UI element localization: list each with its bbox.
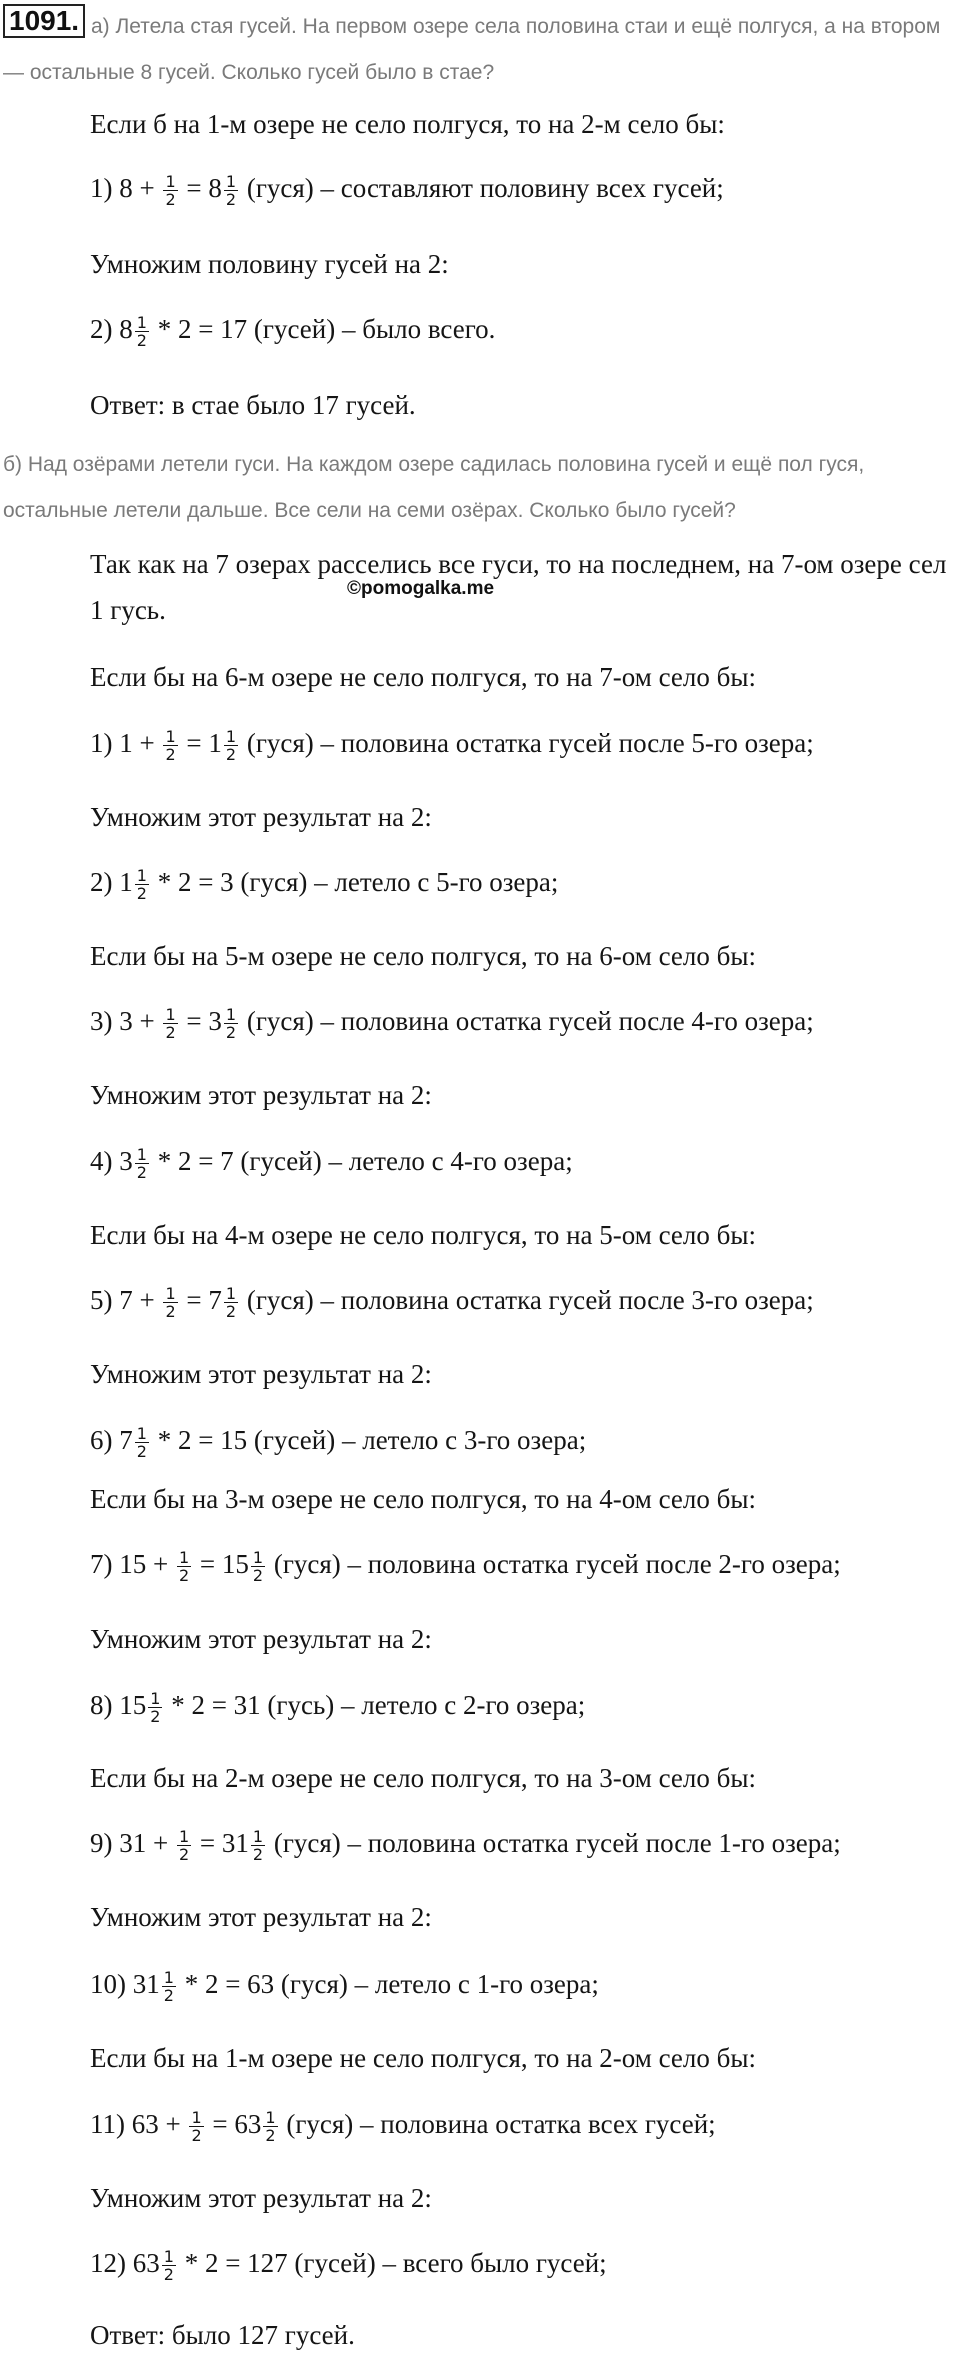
fraction-half: $\frac{1}{2}$	[265, 2108, 276, 2146]
a-answer: Ответ: в стае было 17 гусей.	[90, 390, 416, 420]
b-multiply-note: Умножим этот результат на 2:	[90, 1902, 432, 1932]
b-step-4: 4) 3 $\frac{1}{2}$ * 2 = 7 (гусей) – летело с 4-го озера;	[90, 1145, 573, 1183]
fraction-half: $\frac{1}{2}$	[252, 1548, 264, 1586]
problem-b-text: б) Над озёрами летели гуси. На каждом озере садилась половина гусей и ещё пол гуся, остальные летели дальше. Все сели на семи озёрах. Сколько было гусей?	[3, 453, 865, 522]
fraction-half: $\frac{1}{2}$	[191, 2108, 202, 2146]
b-step-6: 6) 7 $\frac{1}{2}$ * 2 = 15 (гусей) – летело с 3-го озера;	[90, 1424, 587, 1462]
a-step-2: 2) 8 $\frac{1}{2}$ * 2 = 17 (гусей) – было всего.	[90, 313, 496, 351]
fraction-half: $\frac{1}{2}$	[165, 727, 176, 765]
fraction-half: $\frac{1}{2}$	[136, 1145, 147, 1183]
b-if-lake-5: Если бы на 5-м озере не село полгуся, то на 6-ом село бы:	[90, 941, 757, 971]
b-multiply-note: Умножим этот результат на 2:	[90, 802, 432, 832]
b-answer: Ответ: было 127 гусей.	[90, 2320, 355, 2350]
b-if-lake-2: Если бы на 2-м озере не село полгуся, то на 3-ом село бы:	[90, 1763, 757, 1793]
fraction-half: $\frac{1}{2}$	[225, 727, 237, 765]
b-if-lake-6: Если бы на 6-м озере не село полгуся, то на 7-ом село бы:	[90, 662, 757, 692]
fraction-half: $\frac{1}{2}$	[163, 1968, 174, 2006]
fraction-half: $\frac{1}{2}$	[136, 866, 147, 904]
a-step-1: 1) 8 + $\frac{1}{2}$ = 8 $\frac{1}{2}$ (гуся) – составляют половину всех гусей;	[90, 172, 724, 210]
fraction-half: $\frac{1}{2}$	[163, 2247, 174, 2285]
fraction-half: $\frac{1}{2}$	[252, 1827, 264, 1865]
fraction-half: $\frac{1}{2}$	[165, 1005, 176, 1043]
fraction-half: $\frac{1}{2}$	[165, 172, 176, 210]
b-multiply-note: Умножим этот результат на 2:	[90, 2183, 432, 2213]
b-step-8: 8) 15 $\frac{1}{2}$ * 2 = 31 (гусь) – летело с 2-го озера;	[90, 1689, 586, 1727]
b-step-10: 10) 31 $\frac{1}{2}$ * 2 = 63 (гуся) – летело с 1-го озера;	[90, 1968, 599, 2006]
b-step-11: 11) 63 + $\frac{1}{2}$ = 63 $\frac{1}{2}$ (гуся) – половина остатка всех гусей;	[90, 2108, 716, 2146]
b-step-7: 7) 15 + $\frac{1}{2}$ = 15 $\frac{1}{2}$ (гуся) – половина остатка гусей после 2-го озера;	[90, 1548, 841, 1586]
b-multiply-note: Умножим этот результат на 2:	[90, 1359, 432, 1389]
a-step-intro: Если б на 1-м озере не село полгуся, то на 2-м село бы:	[90, 109, 725, 139]
b-step-5: 5) 7 + $\frac{1}{2}$ = 7 $\frac{1}{2}$ (гуся) – половина остатка гусей после 3-го озера;	[90, 1284, 814, 1322]
b-multiply-note: Умножим этот результат на 2:	[90, 1624, 432, 1654]
b-step-9: 9) 31 + $\frac{1}{2}$ = 31 $\frac{1}{2}$ (гуся) – половина остатка гусей после 1-го озера;	[90, 1827, 841, 1865]
b-if-lake-3: Если бы на 3-м озере не село полгуся, то на 4-ом село бы:	[90, 1484, 757, 1514]
b-intro: Так как на 7 озерах расселись все гуси, то на последнем, на 7-ом озере сел 1 гусь.	[90, 549, 947, 625]
fraction-half: $\frac{1}{2}$	[136, 1424, 147, 1462]
fraction-half: $\frac{1}{2}$	[225, 1284, 237, 1322]
exercise-number: 1091.	[3, 4, 85, 38]
watermark: ©pomogalka.me	[347, 578, 495, 599]
b-step-1: 1) 1 + $\frac{1}{2}$ = 1 $\frac{1}{2}$ (гуся) – половина остатка гусей после 5-го озера;	[90, 727, 814, 765]
b-if-lake-4: Если бы на 4-м озере не село полгуся, то на 5-ом село бы:	[90, 1220, 757, 1250]
fraction-half: $\frac{1}{2}$	[178, 1827, 190, 1865]
fraction-half: $\frac{1}{2}$	[178, 1548, 190, 1586]
b-multiply-note: Умножим этот результат на 2:	[90, 1080, 432, 1110]
b-step-3: 3) 3 + $\frac{1}{2}$ = 3 $\frac{1}{2}$ (гуся) – половина остатка гусей после 4-го озера;	[90, 1005, 814, 1043]
fraction-half: $\frac{1}{2}$	[165, 1284, 176, 1322]
problem-a-text: а) Летела стая гусей. На первом озере села половина стаи и ещё полгуся, а на втором — остальные 8 гусей. Сколько гусей было в стае?	[3, 15, 941, 84]
fraction-half: $\frac{1}{2}$	[136, 313, 147, 351]
fraction-half: $\frac{1}{2}$	[225, 172, 237, 210]
b-step-12: 12) 63 $\frac{1}{2}$ * 2 = 127 (гусей) – всего было гусей;	[90, 2247, 607, 2285]
fraction-half: $\frac{1}{2}$	[225, 1005, 237, 1043]
a-multiply-note: Умножим половину гусей на 2:	[90, 249, 449, 279]
b-if-lake-1: Если бы на 1-м озере не село полгуся, то на 2-ом село бы:	[90, 2043, 757, 2073]
b-step-2: 2) 1 $\frac{1}{2}$ * 2 = 3 (гуся) – летело с 5-го озера;	[90, 866, 559, 904]
fraction-half: $\frac{1}{2}$	[150, 1689, 161, 1727]
